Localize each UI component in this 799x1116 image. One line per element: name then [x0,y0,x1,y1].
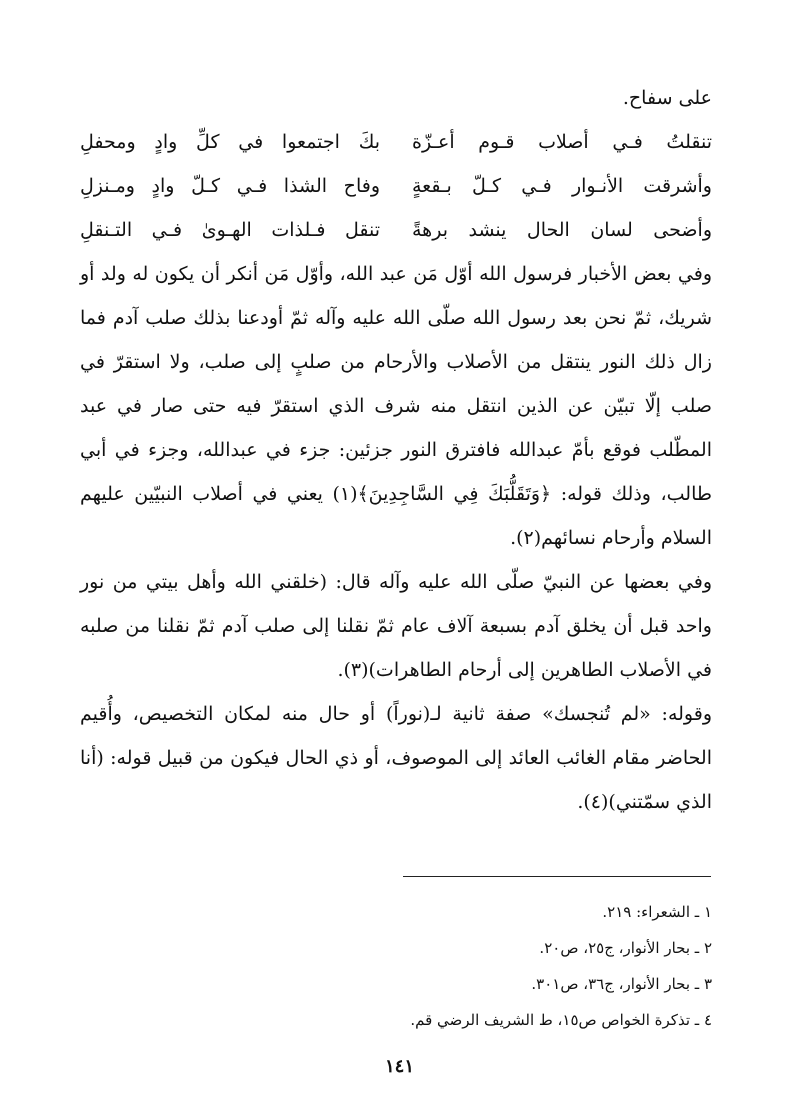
page-number: ١٤١ [384,1056,414,1077]
verse-second-hemistich: بكَ اجتمعوا في كلِّ وادٍ ومحفلِ [80,131,380,153]
verse-row [80,120,712,164]
verse-first-hemistich: تنقلتُ فـي أصلاب قـوم أعـزّة [412,131,712,153]
footnote-1: ١ ـ الشعراء: ٢١٩. [602,903,712,921]
footnotes [80,894,712,1038]
page-body [80,76,712,824]
verse-row [80,208,712,252]
verse-second-hemistich: تنقل فـلذات الهـوىٰ فـي التـنقلِ [80,219,380,241]
footnote-divider [403,876,711,877]
intro-line: على سفاح. [622,87,712,109]
paragraph-hadith: وفي بعضها عن النبيّ صلّى الله عليه وآله قال: (خلقني الله وأهل بيتي من نور واحد قبل أن يخلق آدم بسبعة آلاف عام ثمّ نقلنا إلى صلب آدم ثمّ نقلنا من صلبه في الأصلاب الطاهرين إلى أرحام الطاهرات)(٣). [80,571,712,681]
verse-row [80,164,712,208]
verse-second-hemistich: وفاح الشذا فـي كـلّ وادٍ ومـنزلِ [80,175,380,197]
verse-first-hemistich: وأشرقت الأنـوار فـي كـلّ بـقعةٍ [412,175,712,197]
footnote-3: ٣ ـ بحار الأنوار، ج٣٦، ص٣٠١. [531,975,712,993]
paragraph-grammar: وقوله: «لم تُنجسك» صفة ثانية لـ(نوراً) أو حال منه لمكان التخصيص، وأُقيم الحاضر مقام الغائب العائد إلى الموصوف، أو ذي الحال فيكون من قبيل قوله: (أنا الذي سمّتني)(٤). [80,703,712,813]
verse-first-hemistich: وأضحى لسان الحال ينشد برهةً [412,219,712,241]
footnote-4: ٤ ـ تذكرة الخواص ص١٥، ط الشريف الرضي قم. [410,1011,712,1029]
paragraph-narration: وفي بعض الأخبار فرسول الله أوّل مَن عبد الله، وأوّل مَن أنكر أن يكون له ولد أو شريك، ثمّ نحن بعد رسول الله صلّى الله عليه وآله ثمّ أودعنا بذلك صلب آدم فما زال ذلك النور ينتقل من الأصلاب والأرحام من صلبٍ إلى صلب، ولا استقرّ في صلب إلّا تبيّن عن الذين انتقل منه شرف الذي استقرّ فيه حتى صار في عبد المطّلب فوقع بأمّ عبدالله فافترق النور جزئين: جزء في عبدالله، وجزء في أبي طالب، وذلك قوله: ﴿وَتَقَلُّبَكَ فِي السَّاجِدِينَ﴾(١) يعني في أصلاب النبيّين عليهم السلام وأرحام نسائهم(٢). [80,263,712,549]
poem [80,120,712,252]
footnote-2: ٢ ـ بحار الأنوار، ج٢٥، ص٢٠. [539,939,712,957]
